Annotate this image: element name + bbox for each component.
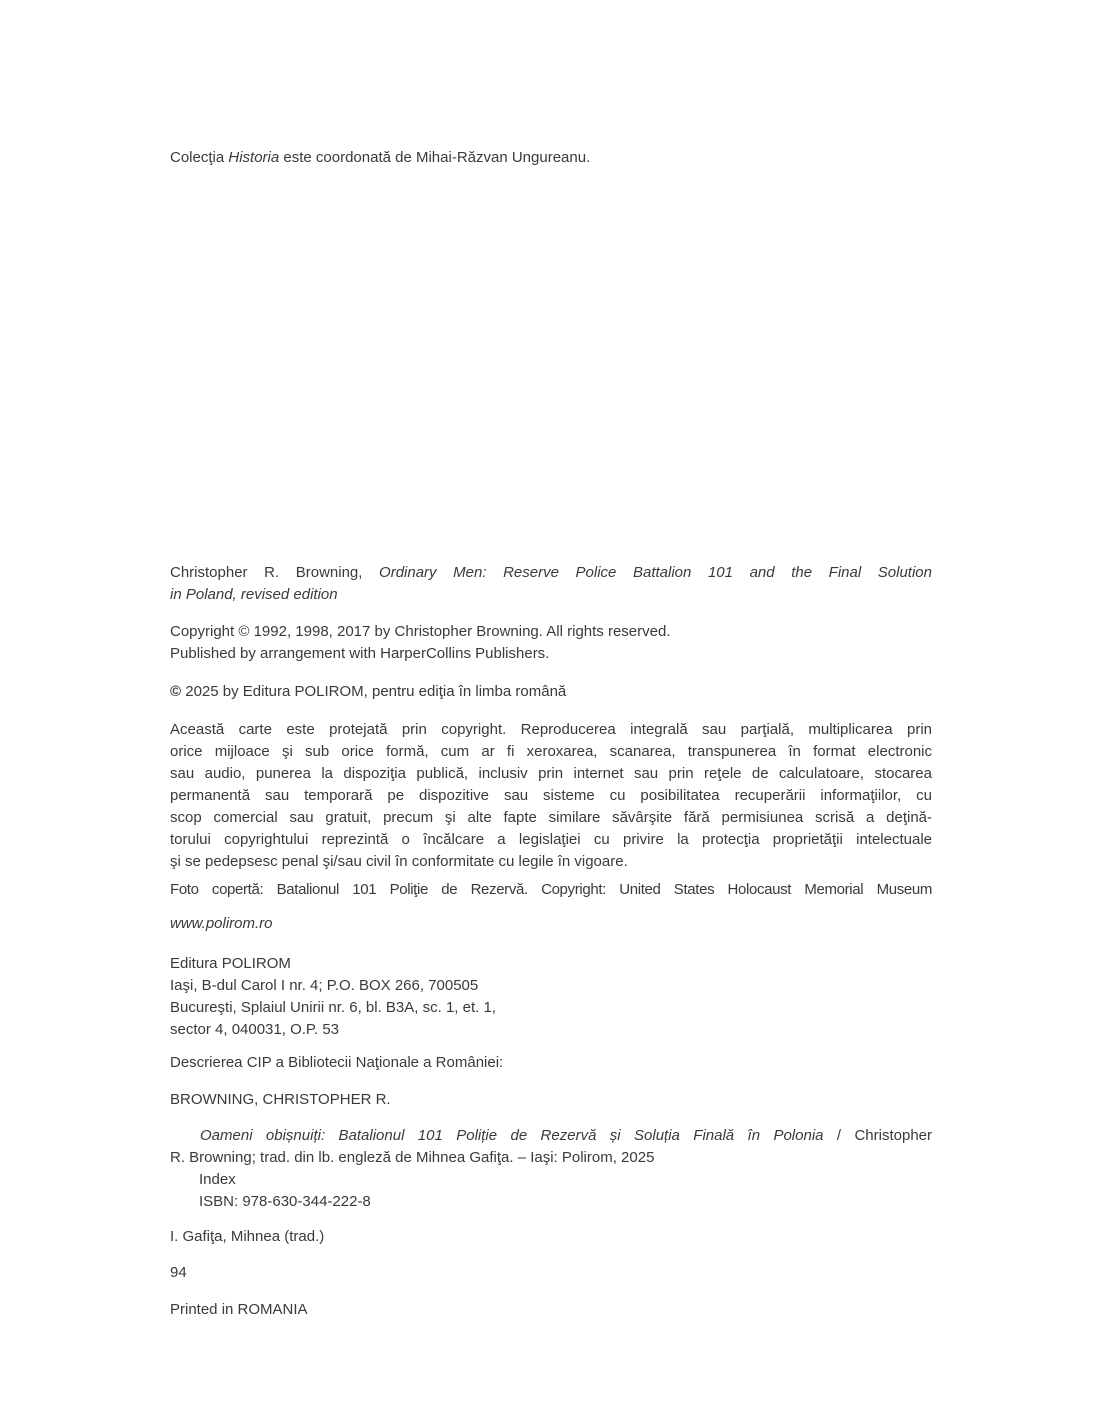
- cover-photo-credit: Foto copertă: Batalionul 101 Poliţie de Rezervă. Copyright: United States Holocaust Memorial Museum: [170, 881, 932, 898]
- romanian-title: Oameni obișnuiți: Batalionul 101 Poliție de Rezervă și Soluția Finală în Polonia: [200, 1127, 824, 1144]
- publisher-name: Editura POLIROM: [170, 955, 291, 972]
- rights-line: Această carte este protejată prin copyright. Reproducerea integrală sau parţială, multiplicarea prin: [170, 721, 932, 738]
- publisher-address-line: Bucureşti, Splaiul Unirii nr. 6, bl. B3A, sc. 1, et. 1,: [170, 999, 496, 1016]
- cip-entry-line1-roman: / Christopher: [823, 1127, 932, 1144]
- rights-line: orice mijloace şi sub orice formă, cum ar fi xeroxarea, scanarea, transpunerea în format electronic: [170, 743, 932, 760]
- publisher-address: [170, 953, 932, 1041]
- original-title-block: [170, 562, 932, 606]
- collection-note-suffix: este coordonată de Mihai-Răzvan Ungureanu.: [279, 149, 591, 166]
- original-copyright-line1: Copyright © 1992, 1998, 2017 by Christopher Browning. All rights reserved.: [170, 623, 671, 640]
- original-title-part1: Ordinary Men: Reserve Police Battalion 101 and the Final Solution: [379, 564, 932, 581]
- rights-line: scop comercial sau gratuit, precum şi alte fapte similare săvârşite fără permisiunea scrisă a deţină-: [170, 809, 932, 826]
- rights-line: sau audio, punerea la dispoziţia publică, inclusiv prin internet sau prin reţele de calculatoare, stocarea: [170, 765, 932, 782]
- printed-in-note: Printed in ROMANIA: [170, 1301, 308, 1318]
- original-copyright-line2: Published by arrangement with HarperCollins Publishers.: [170, 645, 550, 662]
- romanian-copyright: [170, 681, 932, 703]
- publisher-address-line: Iaşi, B-dul Carol I nr. 4; P.O. BOX 266, 700505: [170, 977, 479, 994]
- publisher-address-line: sector 4, 040031, O.P. 53: [170, 1021, 340, 1038]
- author-name: Christopher R. Browning,: [170, 564, 380, 581]
- isbn: ISBN: 978-630-344-222-8: [199, 1193, 371, 1210]
- series-name: Historia: [228, 149, 280, 166]
- rights-line: permanentă sau temporară pe dispozitive sau sisteme cu posibilitatea recuperării informaţiilor, cu: [170, 787, 932, 804]
- copyright-symbol: ©: [170, 683, 182, 700]
- cip-entry-line2: R. Browning; trad. din lb. engleză de Mihnea Gafiţa. – Iaşi: Polirom, 2025: [170, 1149, 655, 1166]
- publisher-website: www.polirom.ro: [170, 915, 273, 932]
- translator-note: I. Gafiţa, Mihnea (trad.): [170, 1228, 325, 1245]
- romanian-copyright-text: 2025 by Editura POLIROM, pentru ediţia în limba română: [181, 683, 567, 700]
- collection-note-prefix: Colecţia: [170, 149, 229, 166]
- cip-entry: [170, 1125, 932, 1213]
- collection-note: [170, 147, 932, 169]
- rights-line: torului copyrightului reprezintă o încălcare a legislaţiei cu privire la protecţia proprietăţii intelectuale: [170, 831, 932, 848]
- cip-entry-line1: [170, 1125, 932, 1147]
- original-title-line2: in Poland, revised edition: [170, 586, 338, 603]
- cip-index-label: Index: [199, 1171, 236, 1188]
- rights-paragraph: [170, 719, 932, 873]
- cip-classification-number: 94: [170, 1264, 187, 1281]
- original-title-line1: [170, 562, 932, 584]
- rights-line-last: şi se pedepsesc penal şi/sau civil în conformitate cu legile în vigoare.: [170, 853, 628, 870]
- original-copyright: [170, 621, 932, 665]
- cip-heading: Descrierea CIP a Bibliotecii Naţionale a României:: [170, 1054, 504, 1071]
- cip-author: BROWNING, CHRISTOPHER R.: [170, 1091, 391, 1108]
